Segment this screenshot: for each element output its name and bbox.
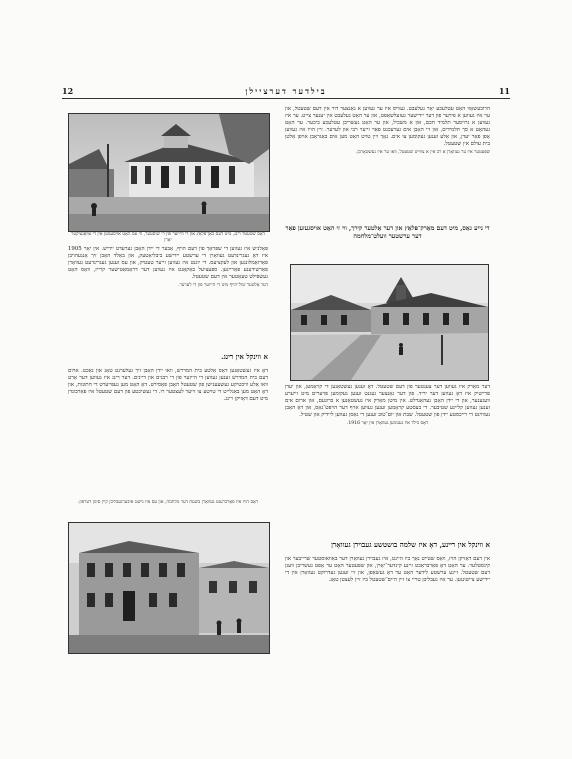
left-text-middle — [68, 368, 268, 496]
header-rule — [62, 98, 510, 99]
section-heading-corner-rayne: א ווינקל אין ריינע, דאָ איז שלמה בושטשע געבוירן געוואָרן — [331, 540, 490, 549]
left-page-number: 12 — [62, 86, 74, 96]
photo-title-market: די נייע גאַס, מיט דעם מאַרק־פּלאַץ און דער אַלטער קירך, ווי זי האָט אויסגעזען פאַר דער ערשטער וועלט־מלחמה — [285, 225, 490, 240]
footnote: דאָס בילד איז גענומען געוואָרן אין יאָר 1916. — [346, 421, 429, 426]
paragraph: אין דעם דאָזיקן הויז, וואָס שטייט נאָך ביז היינט, איז געבוירן געוואָרן דער באַוואוסטער שרייבער און קינסטלער. ער האָט דאָ פאַרבראַכט זיינע קינדער־יאָרן, און שפּעטער האָט ער אָפט געשריבן וועגן דעם שטעטל. זיינע ערשטע לידער האָט ער דאָ געשאַפן, און זיי זענען געדרוקט געוואָרן אין די יידישע צייטונגען. ער איז געבליבן טריי צו זיין היים־שטעטל ביז זיין לעצטן טאָג. — [285, 556, 490, 583]
paragraph: פּאָלניש איז געווען די שפּראַך פון דעם הויף, אָבער די יידן האָבן גערעדט יידיש. אין יאָר 1905 איז דאָ געגרינדעט געוואָרן די ערשטע יידישע ביבליאָטעק, און באַלד האָבן זיך אָנגעהויבן פאַרזאַמלונגען און לעקציעס. די יוגנט איז געווען זייער טעטיק, און עס זענען געגרינדעט געוואָרן פאַרשידענע פאַריינען. ספּעציעל באַקאַנט איז געווען דער דראַמאַטישער קרייז, וואָס האָט געשפּילט טעאַטער אין דעם שטעטל. — [68, 246, 268, 280]
right-text-top — [285, 106, 490, 216]
section-heading-ring: א ווינקל אין רינג. — [221, 352, 268, 361]
footnote: שפּעטער איז ער געוואָרן א רב אין א צווייט שטעטל, וואו ער איז געשטאָרבן. — [355, 150, 490, 155]
paragraph: הרובעשאָוו האָט עטלעכע יאָר געלעבט. געוויס איז ער געווען א גאַנצער דור אין דעם שטעטל, און ער איז געווען א פירער פון דער יידישער געזעלשאַפט, און ער האָט געלעבט אין יענער צייט. ער איז געווען א גרויסער תלמיד חכם, און א משכיל, און ער האָט געשריבן עטלעכע ביכער. ער האָט געהאַט א סך תלמידים, און זיי האָבן אים גערעכנט פאַר זייער רבי און לערער. זיין הויז איז געווען אָפן פאַר יעדן, און אַלע זענען געקומען צו אים. נאָך זיין טויט האָט מען אים באַגראָבן אויפן אַלטן בית עולם אין שטעטל. — [285, 106, 490, 147]
left-text-upper — [68, 246, 268, 334]
photo-market-street — [290, 264, 489, 381]
right-page-number: 11 — [498, 86, 510, 96]
photo-two-story-house — [68, 522, 270, 654]
photo-caption-station: דאָס שטעטל רינג, מיט דעם באַן־פּלאַץ און די הייזער פון די שוסטער, ווי עס האָט אויסגעזען אין די צוואַנציקער יאָרן — [71, 232, 265, 243]
right-text-middle — [285, 384, 490, 502]
footnote-house: דאָס הויז איז פאַרברענט געוואָרן בשעת דער מלחמה, און עס איז נישט איבערגעבליבן קיין סימן דערפון. — [77, 500, 259, 505]
paragraph: דאָ איז געשטאַנען דאָס אַלטע בית המדרש, וואו יידן האָבן זיך געלערנט טאָג און נאַכט. ארום דעם בית המדרש זענען געווען די הייזער פון די רבנים און דיינים. דער רינג איז געווען דער אָרט וואו אַלע וויכטיקע געשעענישן פון שטעטל האָבן פאַסירט. דאָ האָט מען געפייערט די חתונות, און דאָ האָט מען באַגלייט די טויטע צו זייער לעצטער רו. די געשיכטע פון דעם שטעטל איז פאַרבונדן מיט דעם דאָזיקן רינג. — [68, 368, 268, 402]
footnote: דער אַלטער שול־הויף מיט די הייזער פון די לערער. — [178, 283, 268, 288]
photo-station-street — [68, 113, 270, 232]
running-title: בילדער דערציילן — [245, 86, 327, 96]
paragraph: דער מאַרק איז געווען דער צענטער פון דעם שטעטל. דאָ זענען געשטאַנען די קראָמען, און יעדן פרייטיק איז דאָ געווען דער יריד. פון דער גאַנצער געגנט זענען געקומען פּויערים מיט זייערע וועגענער, און די יידן האָבן געהאַנדלט. אין מיטן מאַרק איז געשטאַנען א ברונעם, און ארום אים זענען געווען קליינע שטיבער. די בעסטע קראָמען זענען געווען אויף דער הויפּט־גאַס, און דאָ האָבן געוווינט די רייכסטע יידן פון שטעטל. שבת און יום־טוב זענען די גאַסן געווען ליידיק און שטיל. — [285, 384, 490, 418]
right-text-bottom — [285, 556, 490, 656]
